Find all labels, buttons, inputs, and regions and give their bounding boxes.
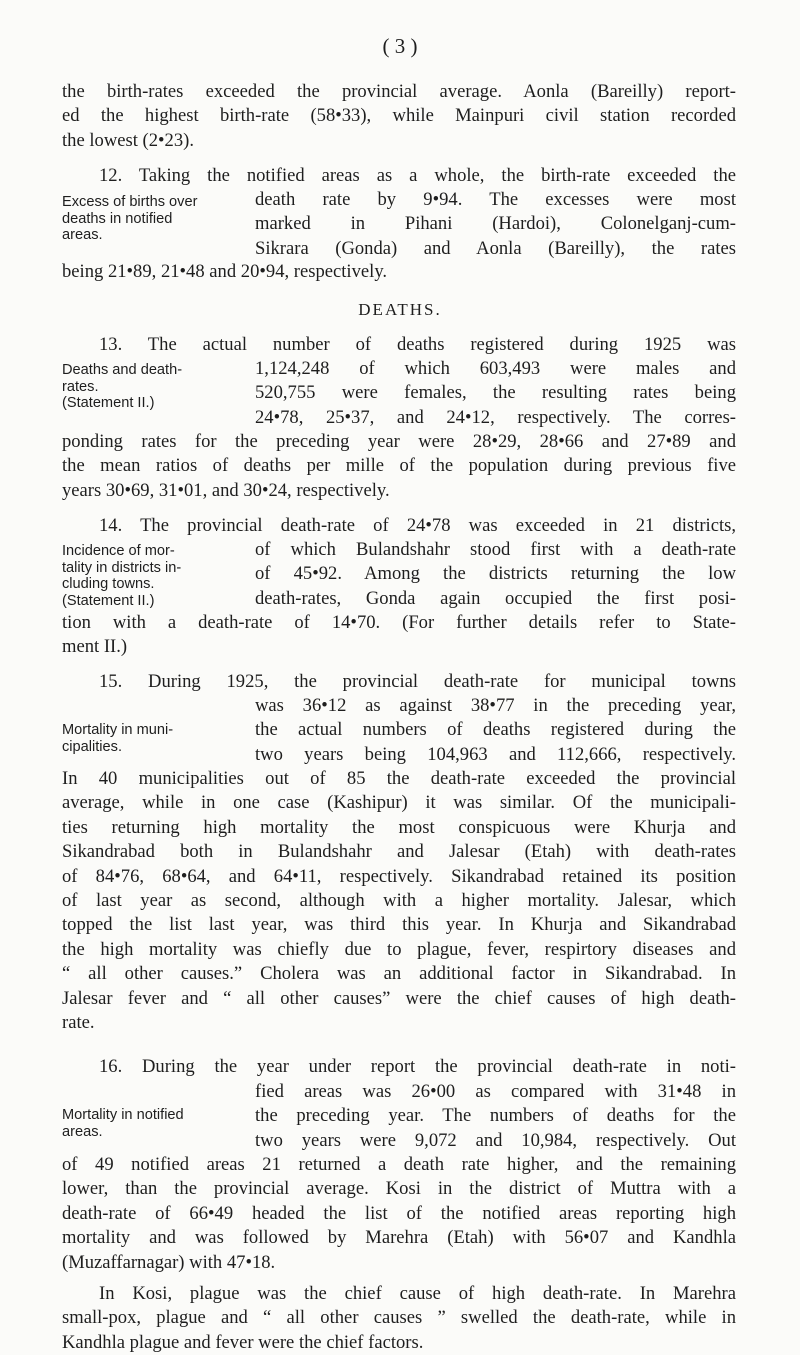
para-15-line: two years being 104,963 and 112,666, respectively.: [255, 743, 736, 765]
margin-note-excess-births: [62, 194, 252, 244]
margin-note-line: cluding towns.: [62, 576, 155, 592]
para-13-line: 24•78, 25•37, and 24•12, respectively. The corres-: [255, 406, 736, 428]
para-13-rest: [62, 430, 736, 503]
para-13-line: 13. The actual number of deaths registered during 1925 was: [99, 334, 736, 355]
para-14-rest: [62, 611, 736, 660]
para-16-line: 16. During the year under report the provincial death-rate in noti-: [99, 1056, 736, 1077]
margin-note-line: Mortality in notified: [62, 1107, 184, 1123]
margin-note-line: Incidence of mor-: [62, 543, 175, 559]
para-15-right-column: [255, 694, 736, 767]
para-14-line: of which Bulandshahr stood first with a death-rate: [255, 539, 736, 560]
para-13-line: years 30•69, 31•01, and 30•24, respectively.: [62, 479, 390, 501]
para-16-line: lower, than the provincial average. Kosi in the district of Muttra with a: [62, 1178, 736, 1200]
margin-note-line: tality in districts in-: [62, 559, 182, 576]
margin-note-line: rates.: [62, 378, 99, 395]
margin-note-incidence-mortality: [62, 543, 252, 609]
margin-note-deaths-rates: [62, 362, 252, 412]
para-16-line: (Muzaffarnagar) with 47•18.: [62, 1251, 276, 1273]
para-14-line: of 45•92. Among the districts returning the low: [255, 563, 736, 585]
intro-line: the lowest (2•23).: [62, 129, 194, 151]
para-16-first-line: [62, 1055, 736, 1079]
para-14-line: tion with a death-rate of 14•70. (For further details refer to State-: [62, 612, 736, 633]
margin-note-line: areas.: [62, 1123, 103, 1140]
para-16-rest: [62, 1153, 736, 1275]
para-12-line: 12. Taking the notified areas as a whole, the birth-rate exceeded the: [99, 165, 736, 186]
para-12-first-line: [62, 164, 736, 188]
para-13-line: ponding rates for the preceding year were 28•29, 28•66 and 27•89 and: [62, 431, 736, 452]
para-14-line: ment II.): [62, 636, 128, 658]
para-15-line: Sikandrabad both in Bulandshahr and Jalesar (Etah) with death-rates: [62, 841, 736, 863]
para-16-line: fied areas was 26•00 as compared with 31•48 in: [255, 1081, 736, 1102]
para-15-line: was 36•12 as against 38•77 in the preceding year,: [255, 695, 736, 716]
section-heading-deaths: DEATHS.: [358, 300, 442, 319]
para-15-line: of 84•76, 68•64, and 64•11, respectively. Sikandrabad retained its position: [62, 865, 736, 887]
para-12-right-column: [255, 188, 736, 261]
para-15-line: ties returning high mortality the most conspicuous were Khurja and: [62, 816, 736, 838]
para-16-line: of 49 notified areas 21 returned a death rate higher, and the remaining: [62, 1154, 736, 1175]
para-16-right-column: [255, 1080, 736, 1153]
margin-note-mortality-municipalities: [62, 722, 252, 755]
para-16-line: two years were 9,072 and 10,984, respectively. Out: [255, 1129, 736, 1151]
para-16-line: the preceding year. The numbers of deaths for the: [255, 1105, 736, 1127]
intro-line: ed the highest birth-rate (58•33), while Mainpuri civil station recorded: [62, 105, 736, 127]
para-17: [62, 1282, 736, 1355]
margin-note-line: deaths in notified: [62, 210, 173, 227]
para-15-line: of last year as second, although with a higher mortality. Jalesar, which: [62, 890, 736, 912]
margin-note-line: Mortality in muni-: [62, 722, 174, 738]
margin-note-line: (Statement II.): [62, 395, 155, 411]
para-15-line: topped the list last year, was third this year. In Khurja and Sikandrabad: [62, 914, 736, 936]
para-15-line: In 40 municipalities out of 85 the death-rate exceeded the provincial: [62, 768, 736, 789]
para-15-line: the high mortality was chiefly due to plague, fever, respirtory diseases and: [62, 938, 736, 960]
margin-note-line: areas.: [62, 227, 103, 243]
margin-note-mortality-notified-areas: [62, 1107, 252, 1140]
para-12-line: death rate by 9•94. The excesses were most: [255, 189, 736, 210]
para-13-line: the mean ratios of deaths per mille of the population during previous five: [62, 455, 736, 477]
para-15-line: average, while in one case (Kashipur) it was similar. Of the municipali-: [62, 792, 736, 814]
para-16-line: mortality and was followed by Marehra (Etah) with 56•07 and Kandhla: [62, 1227, 736, 1249]
para-13-first-line: [62, 333, 736, 357]
para-14-line: death-rates, Gonda again occupied the first posi-: [255, 587, 736, 609]
para-12-line: marked in Pihani (Hardoi), Colonelganj-cum-: [255, 213, 736, 235]
para-17-line: Kandhla plague and fever were the chief factors.: [62, 1331, 424, 1353]
page-number: ( 3 ): [382, 34, 418, 58]
para-13-line: 1,124,248 of which 603,493 were males and: [255, 358, 736, 379]
para-15-line: 15. During 1925, the provincial death-rate for municipal towns: [99, 671, 736, 692]
para-15-line: the actual numbers of deaths registered during the: [255, 719, 736, 741]
para-17-line: In Kosi, plague was the chief cause of high death-rate. In Marehra: [99, 1283, 736, 1304]
para-15-rest: [62, 767, 736, 1035]
para-12-last-line: [62, 260, 736, 284]
para-15-first-line: [62, 670, 736, 694]
margin-note-line: cipalities.: [62, 738, 123, 755]
para-13-line: 520,755 were females, the resulting rates being: [255, 382, 736, 404]
para-13-right-column: [255, 357, 736, 430]
para-15-line: rate.: [62, 1012, 95, 1034]
para-15-line: Jalesar fever and “ all other causes” were the chief causes of high death-: [62, 987, 736, 1009]
para-12-line: being 21•89, 21•48 and 20•94, respectively.: [62, 261, 388, 282]
para-14-first-line: [62, 514, 736, 538]
margin-note-line: Deaths and death-: [62, 362, 183, 378]
para-14-line: 14. The provincial death-rate of 24•78 was exceeded in 21 districts,: [99, 515, 736, 536]
para-15-line: “ all other causes.” Cholera was an additional factor in Sikandrabad. In: [62, 963, 736, 985]
para-14-right-column: [255, 538, 736, 611]
intro-line: the birth-rates exceeded the provincial average. Aonla (Bareilly) report-: [62, 81, 736, 102]
margin-note-line: (Statement II.): [62, 592, 155, 609]
margin-note-line: Excess of births over: [62, 194, 198, 210]
para-16-line: death-rate of 66•49 headed the list of the notified areas reporting high: [62, 1202, 736, 1224]
para-17-line: small-pox, plague and “ all other causes ” swelled the death-rate, while in: [62, 1307, 736, 1329]
intro-paragraph: [62, 80, 736, 153]
para-12-line: Sikrara (Gonda) and Aonla (Bareilly), the rates: [255, 237, 736, 259]
